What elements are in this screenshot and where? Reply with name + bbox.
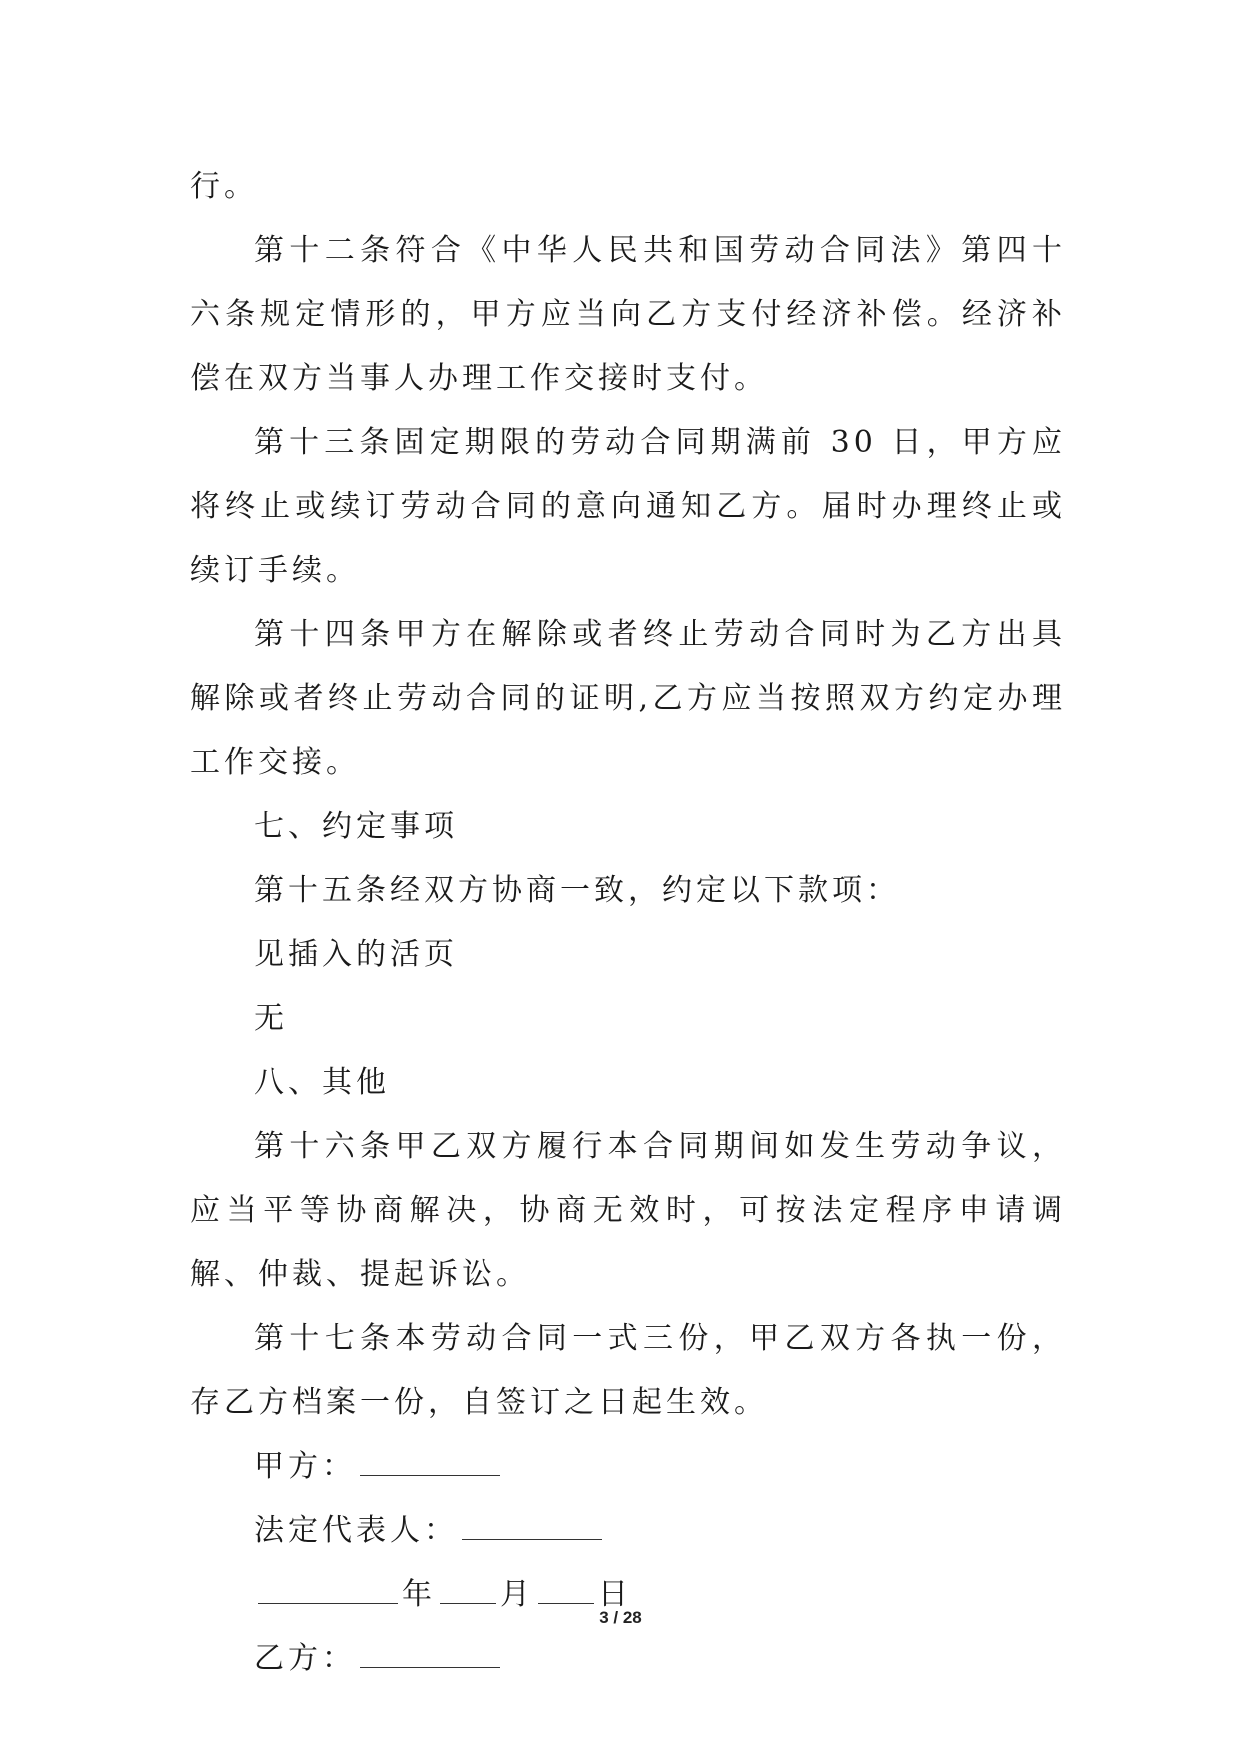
year-blank bbox=[258, 1581, 398, 1604]
article-16: 第十六条甲乙双方履行本合同期间如发生劳动争议，应当平等协商解决，协商无效时，可按法定程序申请调解、仲裁、提起诉讼。 bbox=[190, 1129, 1066, 1292]
party-a-line bbox=[190, 1435, 1066, 1499]
year-label: 年 bbox=[402, 1577, 436, 1612]
section-heading-7: 七、约定事项 bbox=[254, 809, 458, 844]
document-body bbox=[190, 155, 1066, 1691]
party-b-label: 乙方： bbox=[254, 1641, 356, 1676]
legal-rep-line bbox=[190, 1499, 1066, 1563]
article-15-item-1: 见插入的活页 bbox=[254, 937, 458, 972]
article-12: 第十二条符合《中华人民共和国劳动合同法》第四十六条规定情形的，甲方应当向乙方支付经济补偿。经济补偿在双方当事人办理工作交接时支付。 bbox=[190, 233, 1066, 396]
party-b-blank bbox=[360, 1645, 500, 1668]
party-b-line bbox=[190, 1627, 1066, 1691]
article-17: 第十七条本劳动合同一式三份，甲乙双方各执一份，存乙方档案一份，自签订之日起生效。 bbox=[190, 1321, 1066, 1420]
party-a-blank bbox=[360, 1453, 500, 1476]
paragraph-continuation: 行。 bbox=[190, 169, 258, 204]
page-number: 3 / 28 bbox=[599, 1608, 642, 1627]
article-15: 第十五条经双方协商一致，约定以下款项： bbox=[254, 873, 900, 908]
day-blank bbox=[538, 1581, 594, 1604]
party-a-label: 甲方： bbox=[254, 1449, 356, 1484]
article-14: 第十四条甲方在解除或者终止劳动合同时为乙方出具解除或者终止劳动合同的证明,乙方应当按照双方约定办理工作交接。 bbox=[190, 617, 1066, 780]
article-15-item-2: 无 bbox=[254, 1001, 288, 1036]
article-13: 第十三条固定期限的劳动合同期满前 30 日，甲方应将终止或续订劳动合同的意向通知乙方。届时办理终止或续订手续。 bbox=[190, 425, 1066, 588]
section-heading-8: 八、其他 bbox=[254, 1065, 390, 1100]
legal-rep-blank bbox=[462, 1517, 602, 1540]
month-label: 月 bbox=[500, 1577, 534, 1612]
day-label: 日 bbox=[598, 1577, 632, 1612]
month-blank bbox=[440, 1581, 496, 1604]
legal-rep-label: 法定代表人： bbox=[254, 1513, 458, 1548]
